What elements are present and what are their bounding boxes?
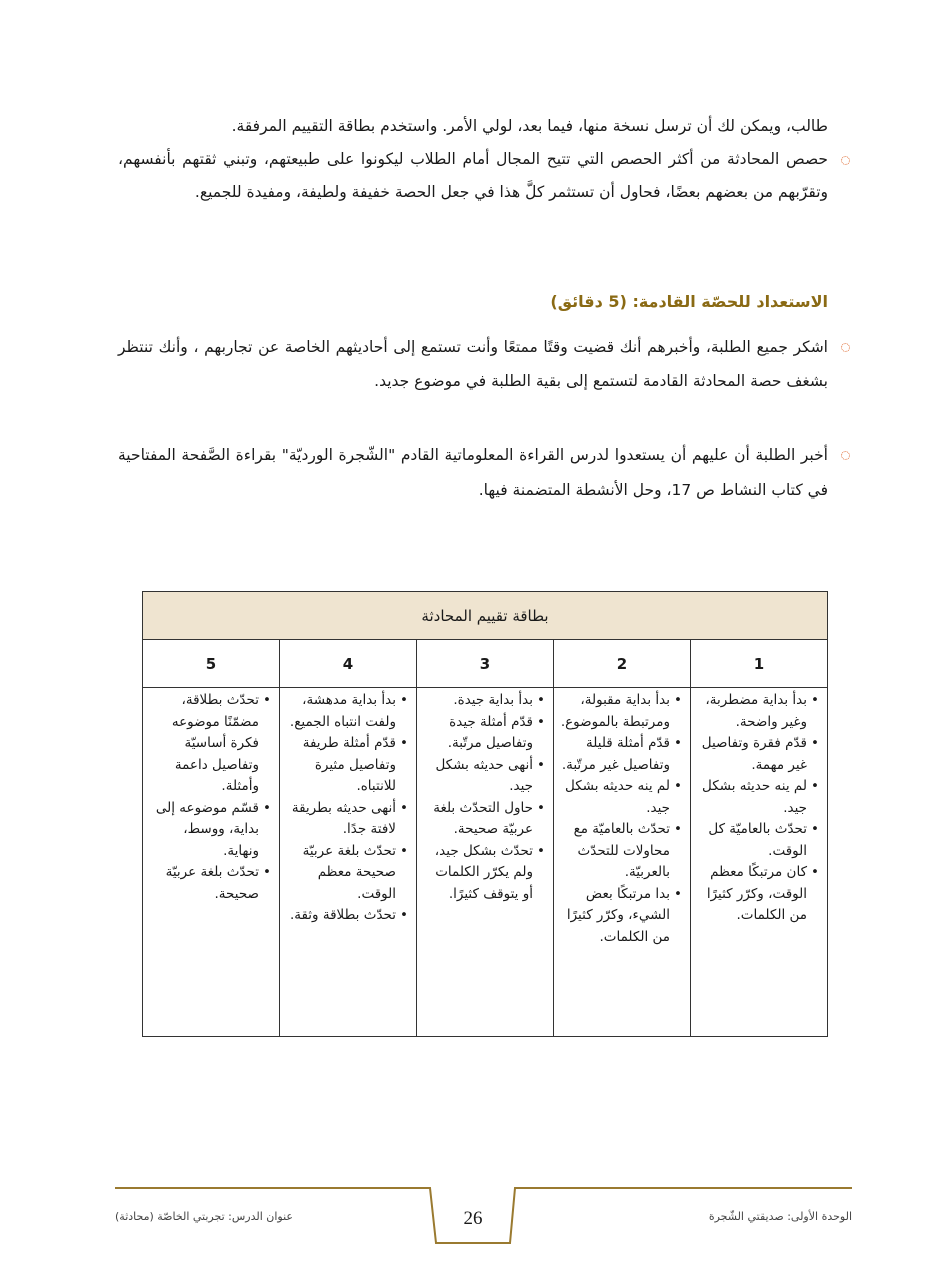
criteria-item: • تحدّث بالعاميّة مع محاولات للتحدّث بالعربيّة.	[558, 819, 682, 884]
criteria-item: • قدّم فقرة وتفاصيل غير مهمة.	[695, 733, 819, 776]
footer-lesson-title: عنوان الدرس: تجربتي الخاصّة (محادثة)	[115, 1210, 293, 1223]
criteria-item: • تحدّث بلغة عربيّة صحيحة معظم الوقت.	[284, 841, 408, 906]
intro-line: طالب، ويمكن لك أن ترسل نسخة منها، فيما بعد، لولي الأمر. واستخدم بطاقة التقييم المرفقة.	[231, 117, 828, 135]
criteria-item: • قدّم أمثلة طريفة وتفاصيل مثيرة للانتباه.	[284, 733, 408, 798]
criteria-item: • تحدّث بلغة عربيّة صحيحة.	[147, 862, 271, 905]
criteria-item: • أنهى حديثه بشكل جيد.	[421, 755, 545, 798]
criteria-item: • قدّم أمثلة قليلة وتفاصيل غير مرتّبة.	[558, 733, 682, 776]
criteria-item: • تحدّث بطلاقة وثقة.	[284, 905, 408, 927]
footer-unit-title: الوحدة الأولى: صديقتي الشّجرة	[708, 1210, 852, 1223]
score-header: 2	[554, 640, 691, 688]
criteria-item: • لم ينه حديثه بشكل جيد.	[695, 776, 819, 819]
section-heading: الاستعداد للحصّة القادمة: (5 دقائق)	[550, 292, 828, 311]
score-header: 5	[143, 640, 280, 688]
criteria-item: • تحدّث بشكل جيد، ولم يكرّر الكلمات أو يتوقف كثيرًا.	[421, 841, 545, 906]
page-number: 26	[463, 1208, 483, 1229]
criteria-item: • تحدّث بالعاميّة كل الوقت.	[695, 819, 819, 862]
criteria-item: • بدا مرتبكًا بعض الشيء، وكرّر كثيرًا من الكلمات.	[558, 884, 682, 949]
section-bullet-2: أخبر الطلبة أن عليهم أن يستعدوا لدرس القراءة المعلوماتية القادم "الشّجرة الورديّة" بقراءة الصَّفحة المفتاحية في كتاب النشاط ص 17، وحل الأنشطة المتضمنة فيها.	[118, 446, 828, 499]
score-header: 1	[691, 640, 828, 688]
criteria-item: • بدأ بداية مقبولة، ومرتبطة بالموضوع.	[558, 690, 682, 733]
criteria-item: • بدأ بداية جيدة.	[421, 690, 545, 712]
criteria-item: • بدأ بداية مدهشة، ولفت انتباه الجميع.	[284, 690, 408, 733]
criteria-item: • قدّم أمثلة جيدة وتفاصيل مرتّبة.	[421, 712, 545, 755]
score-header: 3	[417, 640, 554, 688]
criteria-item: • حاول التحدّث بلغة عربيّة صحيحة.	[421, 798, 545, 841]
section-bullet-1: اشكر جميع الطلبة، وأخبرهم أنك قضيت وقتًا ممتعًا وأنت تستمع إلى أحاديثهم الخاصة عن تجاربهم ، وأنك تنتظر بشغف حصة المحادثة القادمة لتستمع إلى بقية الطلبة في موضوع جديد.	[118, 338, 828, 390]
criteria-item: • بدأ بداية مضطربة، وغير واضحة.	[695, 690, 819, 733]
criteria-item: • كان مرتبكًا معظم الوقت، وكرّر كثيرًا من الكلمات.	[695, 862, 819, 927]
card-title: بطاقة تقييم المحادثة	[143, 592, 828, 640]
criteria-item: • لم ينه حديثه بشكل جيد.	[558, 776, 682, 819]
intro-bullet-paragraph: حصص المحادثة من أكثر الحصص التي تتيح المجال أمام الطلاب ليكونوا على طبيعتهم، وتبني ثقتهم بأنفسهم، وتقرّبهم من بعضهم بعضًا، فحاول أن تستثمر كلَّ هذا في جعل الحصة خفيفة ولطيفة، ومفيدة للجميع.	[118, 150, 828, 201]
criteria-item: • قسّم موضوعه إلى بداية، ووسط، ونهاية.	[147, 798, 271, 863]
criteria-item: • تحدّث بطلاقة، مضمّنًا موضوعه فكرة أساسيّة وتفاصيل داعمة وأمثلة.	[147, 690, 271, 798]
score-header: 4	[280, 640, 417, 688]
criteria-item: • أنهى حديثه بطريقة لافتة جدًا.	[284, 798, 408, 841]
